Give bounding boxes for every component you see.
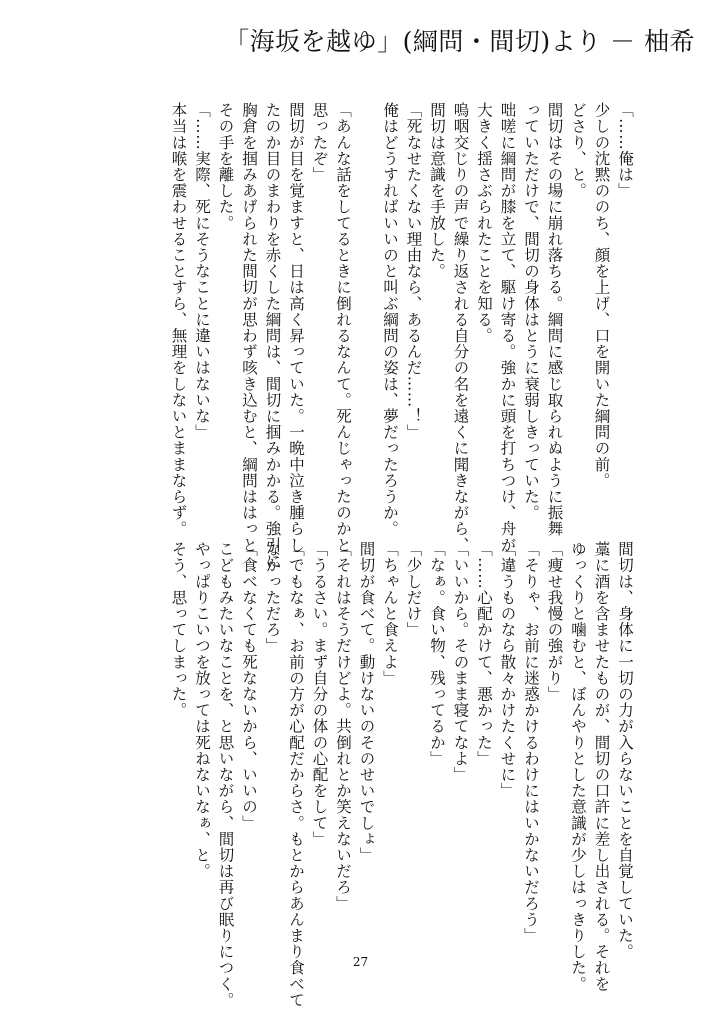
text-line: なかっただろ」 (263, 541, 282, 654)
text-line: 「いいから。そのまま寝てなよ」 (451, 541, 470, 783)
text-line: 少しの沈黙ののち、顔を上げ、口を開いた綱問の前。 (592, 102, 611, 489)
text-line: 「痩せ我慢の強がり」 (545, 541, 564, 702)
text-line: どさり、と。 (569, 102, 587, 199)
text-line: やっぱりこいつを放っては死ねないなぁ、と。 (193, 541, 211, 880)
text-line: 「うるさい。まず自分の体の心配をして」 (310, 541, 329, 847)
text-line: 思ったぞ」 (310, 102, 329, 183)
running-header: 「海坂を越ゆ」(綱問・間切)より － 柚希 (224, 27, 695, 56)
text-line: 「……実際、死にそうなことに違いはないな」 (193, 102, 211, 441)
text-line: 「……心配かけて、悪かった」 (475, 541, 493, 767)
text-line: 間切が目を覚ますと、日は高く昇っていた。一晩中泣き腫らし (287, 102, 305, 553)
text-line: 「ちゃんと食えよ」 (381, 541, 399, 686)
blank-line (354, 102, 378, 502)
text-line: たのか目のまわりを赤くした綱問は、間切に掴みかかる。強引に (263, 102, 282, 569)
text-line: 間切は意識を手放した。 (428, 102, 446, 280)
page-number: 27 (352, 955, 369, 969)
text-line: 「でもなぁ、お前の方が心配だからさ。もとからあんまり食べて (287, 541, 305, 1008)
text-line: 「そりゃ、お前に迷惑かけるわけにはいかないだろう」 (522, 541, 540, 944)
text-line: 「……俺は」 (616, 102, 634, 199)
text-line: 間切はその場に崩れ落ちる。綱問に感じ取られぬように振舞 (545, 102, 564, 537)
text-line: こどもみたいなことを、と思いながら、間切は再び眠りにつく。 (216, 541, 235, 1008)
text-line: 「違うものなら散々かけたくせに」 (498, 541, 517, 799)
text-line: 「なぁ。食い物、残ってるか」 (428, 541, 446, 767)
text-line: 「少しだけ」 (404, 541, 423, 638)
text-column-upper (166, 102, 636, 569)
text-line: その手を離した。 (216, 102, 235, 231)
text-line: 藁に酒を含ませたものが、間切の口許に差し出される。それを (592, 541, 611, 992)
text-line: ゆっくりと噛むと、ぼんやりとした意識が少しはっきりした。 (569, 541, 587, 992)
text-line: 「死なせたくない理由なら、あるんだ……！」 (404, 102, 423, 441)
text-line: 胸倉を掴みあげられた間切が思わず咳き込むと、綱問ははっと (240, 102, 258, 553)
text-line: 「それはそうだけどよ。共倒れとか笑えないだろ」 (334, 541, 352, 912)
text-line: 「あんな話をしてるときに倒れるなんて。死んじゃったのかと (334, 102, 352, 553)
text-line: 咄嗟に綱問が膝を立て、駆け寄る。強かに頭を打ちつけ、舟が (498, 102, 517, 553)
text-line: 間切は、身体に一切の力が入らないことを自覚していた。 (616, 541, 634, 960)
text-line: そう、思ってしまった。 (169, 541, 188, 719)
text-line: 間切が食べて。動けないのそのせいでしょ」 (357, 541, 376, 863)
text-line: 「食べなくても死なないから、いいの」 (240, 541, 258, 831)
text-line: 俺はどうすればいいのと叫ぶ綱問の姿は、夢だったろうか。 (381, 102, 399, 537)
text-line: 嗚咽交じりの声で繰り返される自分の名を遠くに聞きながら、 (451, 102, 470, 553)
text-line: 本当は喉を震わせることすら、無理をしないとままならず。 (169, 102, 188, 537)
text-line: 大きく揺さぶられたことを知る。 (475, 102, 493, 344)
text-line: っていただけで、間切の身体はとうに衰弱しきっていた。 (522, 102, 540, 521)
